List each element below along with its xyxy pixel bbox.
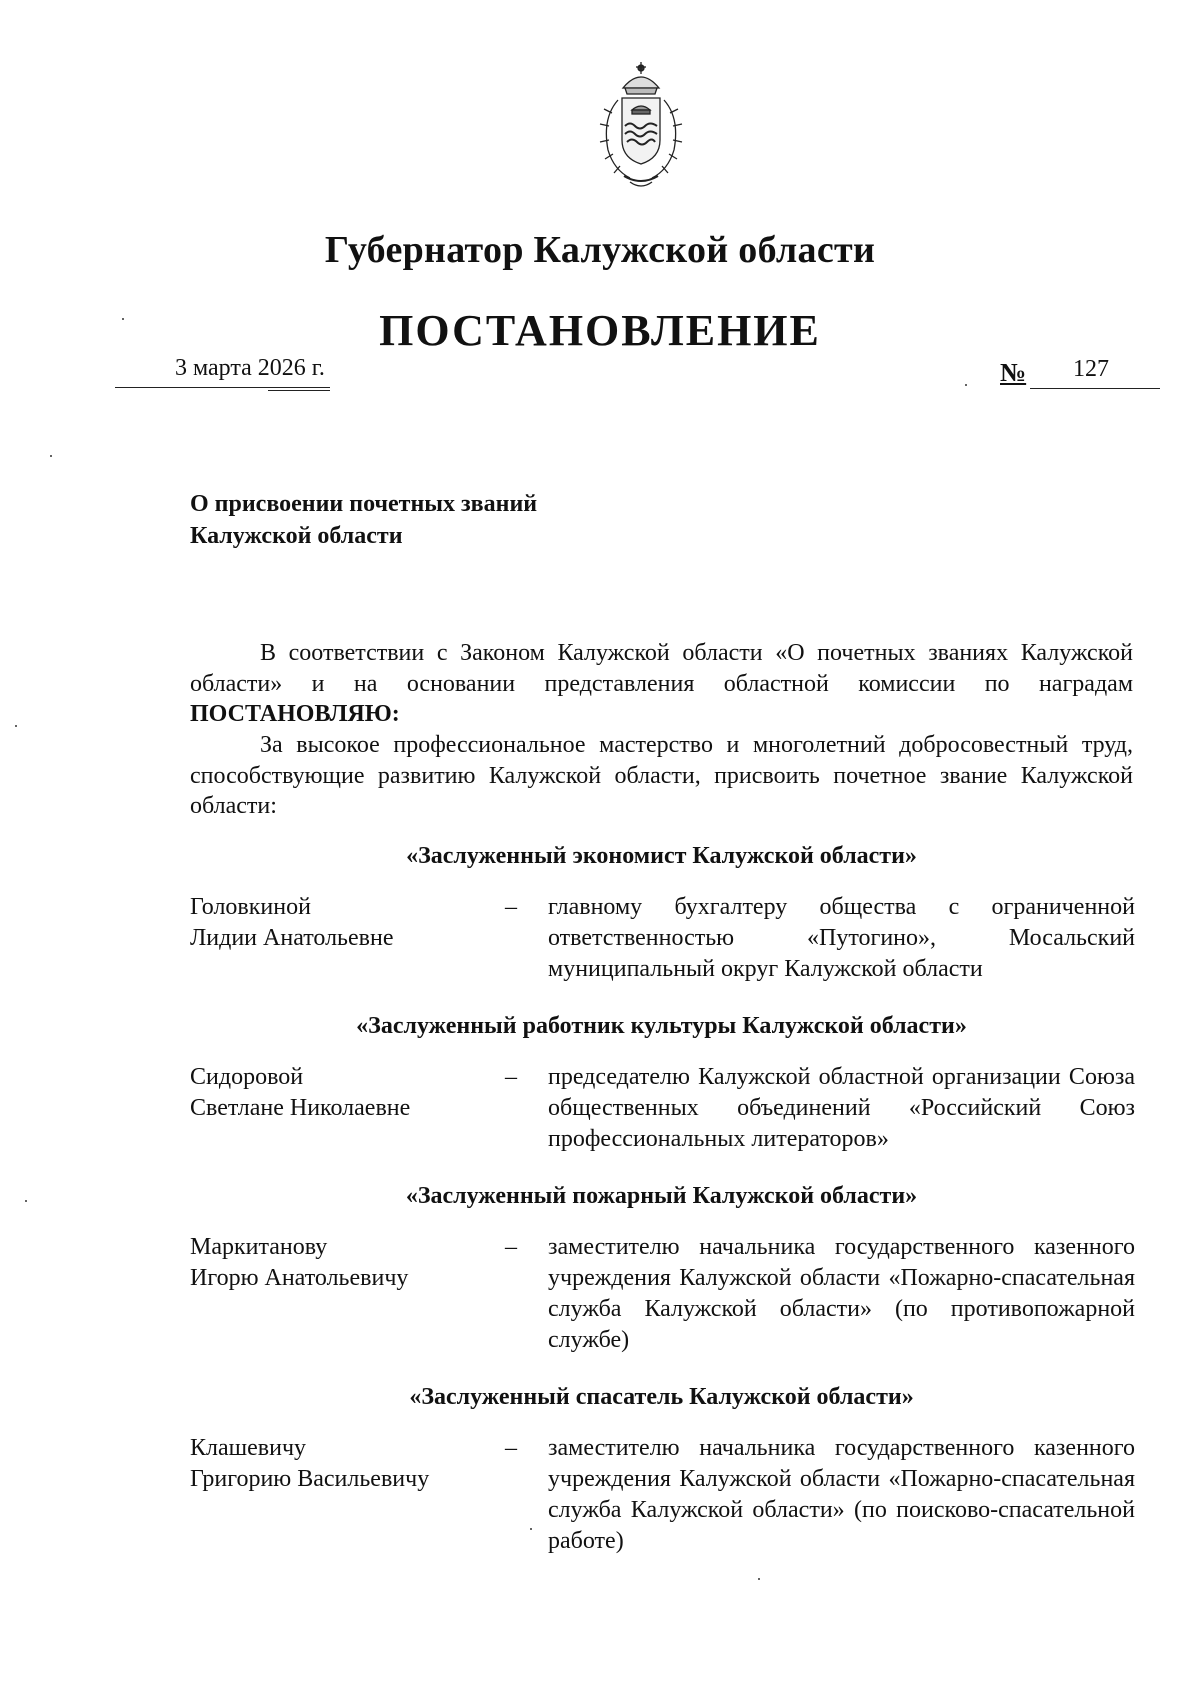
awardee-surname: Клашевичу (190, 1435, 307, 1461)
awardee-surname: Головкиной (190, 894, 311, 920)
awardee-given-names: Светлане Николаевне (190, 1095, 411, 1121)
awardee-given-names: Григорию Васильевичу (190, 1466, 430, 1492)
preamble-paragraph (190, 638, 1133, 730)
document-number: 127 (1073, 356, 1109, 382)
awardee-name (190, 1433, 490, 1495)
awardee-surname: Маркитанову (190, 1234, 328, 1260)
awardee-position: председателю Калужской областной организации Союза общественных объединений «Российский Союз профессиональных литераторов» (548, 1064, 1135, 1152)
awardee-position: заместителю начальника государственного казенного учреждения Калужской области «Пожарно-спасательная служба Калужской области» (по поисково-спасательной работе) (548, 1435, 1135, 1554)
dash-separator: – (505, 1234, 517, 1260)
scan-speck (25, 1200, 27, 1202)
date-underline (115, 387, 330, 388)
awardee-position: главному бухгалтеру общества с ограниченной ответственностью «Путогино», Мосальский муниципальный округ Калужской области (548, 894, 1135, 982)
awardee-given-names: Игорю Анатольевичу (190, 1265, 409, 1291)
document-date: 3 марта 2026 г. (175, 355, 325, 381)
dash-separator: – (505, 894, 517, 920)
document-type-title: ПОСТАНОВЛЕНИЕ (379, 306, 821, 355)
award-title: «Заслуженный экономист Калужской области» (406, 843, 917, 869)
subject-line-2: Калужской области (190, 523, 403, 549)
awardee-given-names: Лидии Анатольевне (190, 925, 394, 951)
scan-speck (965, 384, 967, 386)
award-title: «Заслуженный спасатель Калужской области» (409, 1384, 914, 1410)
decree-word: ПОСТАНОВЛЯЮ: (190, 701, 400, 727)
dash-separator: – (505, 1064, 517, 1090)
award-paragraph: За высокое профессиональное мастерство и многолетний добросовестный труд, способствующие развитию Калужской области, присвоить почетное звание Калужской области: (190, 732, 1133, 819)
awardee-surname: Сидоровой (190, 1064, 304, 1090)
awardee-name (190, 1062, 490, 1124)
scan-speck (15, 725, 17, 727)
awardee-position: заместителю начальника государственного казенного учреждения Калужской области «Пожарно-спасательная служба Калужской области» (по противопожарной службе) (548, 1234, 1135, 1353)
number-label: № (1000, 358, 1027, 387)
scan-speck (50, 455, 52, 457)
subject-line-1: О присвоении почетных званий (190, 491, 538, 517)
issuing-authority: Губернатор Калужской области (324, 229, 876, 271)
number-underline (1030, 388, 1160, 389)
document-subject (190, 488, 537, 552)
scan-speck (530, 1528, 532, 1530)
awardee-name (190, 1232, 490, 1294)
date-underline-short (268, 390, 330, 391)
award-title: «Заслуженный пожарный Калужской области» (405, 1183, 918, 1209)
awardee-name (190, 892, 490, 954)
scan-speck (758, 1578, 760, 1580)
coat-of-arms-emblem (590, 58, 692, 198)
scan-speck (122, 318, 124, 320)
preamble-text: В соответствии с Законом Калужской области «О почетных званиях Калужской области» и на основании представления областной комиссии по наградам (190, 640, 1133, 697)
award-title: «Заслуженный работник культуры Калужской области» (356, 1013, 967, 1039)
dash-separator: – (505, 1435, 517, 1461)
